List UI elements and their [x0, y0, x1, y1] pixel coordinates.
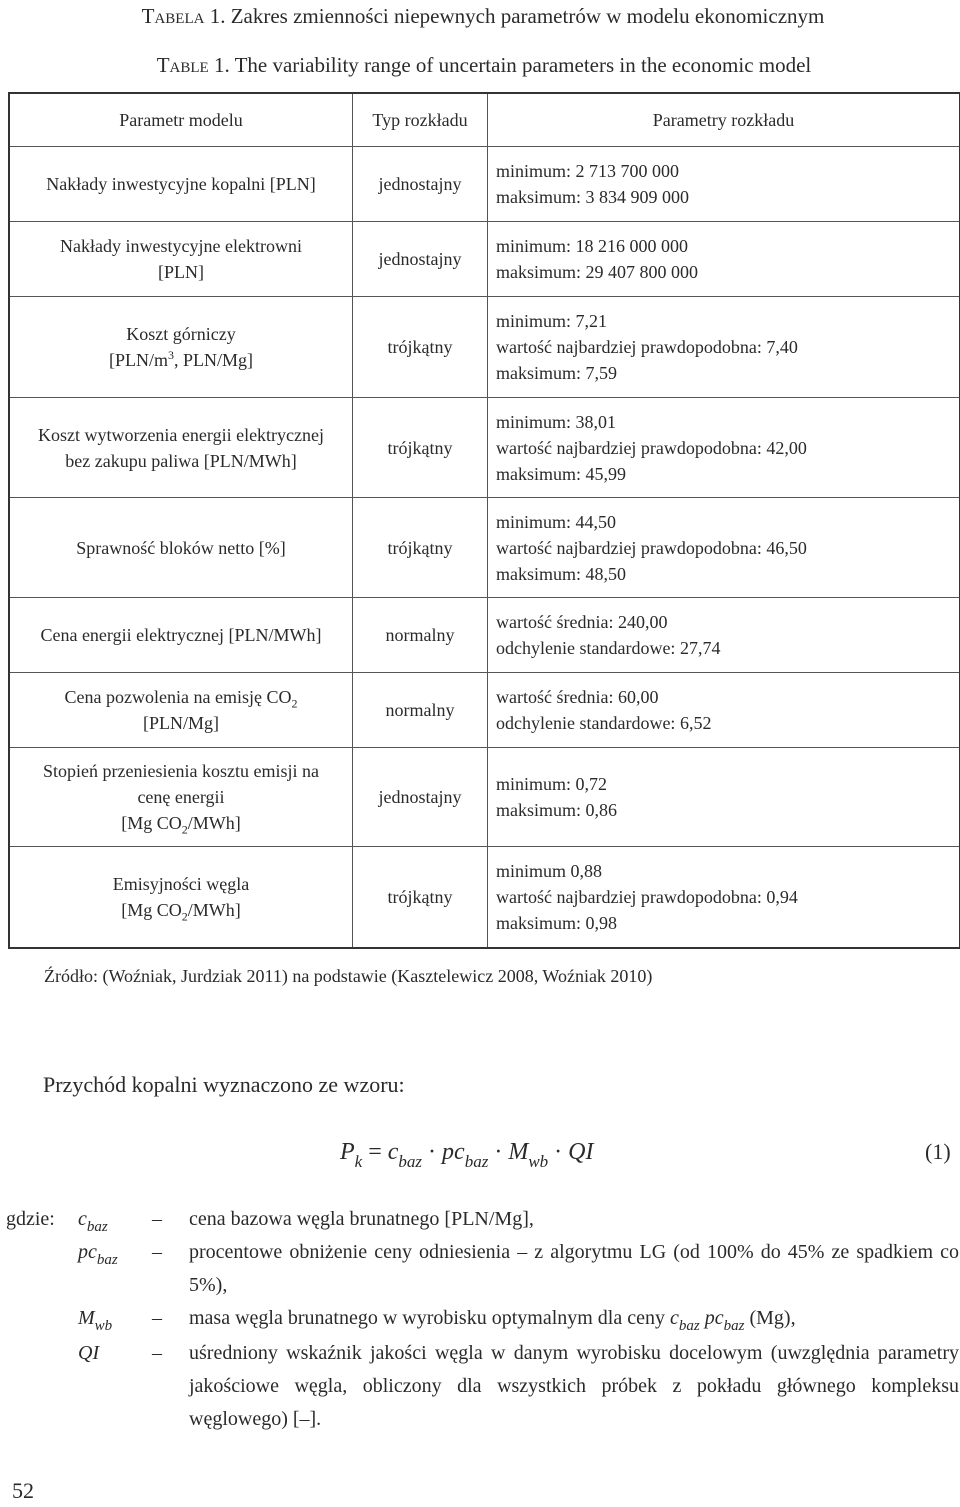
- param-cell: Cena energii elektrycznej [PLN/MWh]: [9, 598, 353, 673]
- table-caption-polish: TABELA 1. Zakres zmienności niepewnych parametrów w modelu ekonomicznym: [141, 4, 825, 28]
- intro-sentence: Przychód kopalni wyznaczono ze wzoru:: [43, 1072, 405, 1097]
- values-cell: wartość średnia: 240,00 odchylenie standardowe: 27,74: [488, 598, 960, 673]
- definition-text: procentowe obniżenie ceny odniesienia – z algorytmu LG (od 100% do 45% ze spadkiem co 5%),: [189, 1241, 959, 1296]
- definition-text: cena bazowa węgla brunatnego [PLN/Mg],: [189, 1208, 534, 1230]
- header-parametr: Parametr modelu: [9, 93, 353, 147]
- values-cell: minimum: 7,21 wartość najbardziej prawdopodobna: 7,40 maksimum: 7,59: [488, 297, 960, 398]
- table-row: [9, 748, 960, 847]
- param-cell: Sprawność bloków netto [%]: [9, 498, 353, 598]
- definition-item: QI – uśredniony wskaźnik jakości węgla w danym wyrobisku docelowym (uwzględnia parametry jakościowe węgla, obliczony dla wszystkich próbek z pokładu głównego kompleksu węglowego) [–].: [0, 1337, 960, 1436]
- values-cell: minimum: 44,50 wartość najbardziej prawdopodobna: 46,50 maksimum: 48,50: [488, 498, 960, 598]
- param-cell: Stopień przeniesienia kosztu emisji na cenę energii [Mg $CO_2/MWh$]: [9, 748, 353, 847]
- values-cell: minimum 0,88 wartość najbardziej prawdopodobna: 0,94 maksimum: 0,98: [488, 847, 960, 948]
- header-parametry: Parametry rozkładu: [488, 93, 960, 147]
- header-typ: Typ rozkładu: [353, 93, 488, 147]
- parameters-table: [8, 92, 960, 949]
- table-header-row: [9, 93, 960, 147]
- symbol: $M_{wb}$: [78, 1307, 113, 1334]
- table-row: [9, 598, 960, 673]
- definition-item: gdzie: $c_{baz}$ – cena bazowa węgla brunatnego [PLN/Mg],: [0, 1203, 960, 1236]
- definition-text: uśredniony wskaźnik jakości węgla w danym wyrobisku docelowym (uwzględnia parametry jakościowe węgla, obliczony dla wszystkich próbek z pokładu głównego kompleksu węglowego) [–].: [189, 1342, 959, 1430]
- revenue-formula: $P_k = c_{baz} \cdot pc_{baz} \cdot M_{wb}$ · QI: [340, 1139, 594, 1171]
- source-note: Źródło: (Woźniak, Jurdziak 2011) na podstawie (Kasztelewicz 2008, Woźniak 2010): [44, 966, 653, 986]
- equation-number: (1): [925, 1139, 951, 1164]
- values-cell: minimum: 0,72 maksimum: 0,86: [488, 748, 960, 847]
- symbol: QI: [78, 1342, 100, 1364]
- table-row: [9, 847, 960, 948]
- table-row: [9, 398, 960, 498]
- param-cell: Cena pozwolenia na emisję $CO_2$ [PLN/Mg]: [9, 673, 353, 748]
- page-number: 52: [12, 1478, 34, 1503]
- param-cell: Nakłady inwestycyjne elektrowni [PLN]: [9, 222, 353, 297]
- param-cell: Koszt wytworzenia energii elektrycznej bez zakupu paliwa [PLN/MWh]: [9, 398, 353, 498]
- symbol: $pc_{baz}$: [78, 1241, 118, 1268]
- values-cell: minimum: 2 713 700 000 maksimum: 3 834 909 000: [488, 147, 960, 222]
- type-cell: normalny: [353, 598, 488, 673]
- values-cell: minimum: 18 216 000 000 maksimum: 29 407 800 000: [488, 222, 960, 297]
- param-cell: Nakłady inwestycyjne kopalni [PLN]: [9, 147, 353, 222]
- type-cell: trójkątny: [353, 398, 488, 498]
- definitions-list: [0, 1203, 960, 1436]
- table-row: [9, 498, 960, 598]
- param-cell: Koszt górniczy [$PLN/m^3$, PLN/Mg]: [9, 297, 353, 398]
- type-cell: jednostajny: [353, 222, 488, 297]
- table-row: [9, 222, 960, 297]
- table-row: [9, 673, 960, 748]
- param-cell: Emisyjności węgla [Mg $CO_2/MWh$]: [9, 847, 353, 948]
- type-cell: trójkątny: [353, 847, 488, 948]
- symbol: $c_{baz}$: [78, 1208, 108, 1235]
- table-row: [9, 297, 960, 398]
- values-cell: minimum: 38,01 wartość najbardziej prawdopodobna: 42,00 maksimum: 45,99: [488, 398, 960, 498]
- type-cell: trójkątny: [353, 498, 488, 598]
- gdzie-label: gdzie:: [6, 1208, 55, 1230]
- type-cell: trójkątny: [353, 297, 488, 398]
- definition-text: masa węgla brunatnego w wyrobisku optymalnym dla ceny $c_{baz}$ $pc_{baz}$ (Mg),: [189, 1307, 796, 1334]
- type-cell: jednostajny: [353, 147, 488, 222]
- table-caption-english: TABLE 1. The variability range of uncertain parameters in the economic model: [156, 53, 812, 77]
- definition-item: $pc_{baz}$ – procentowe obniżenie ceny odniesienia – z algorytmu LG (od 100% do 45% ze spadkiem co 5%),: [0, 1236, 960, 1302]
- type-cell: normalny: [353, 673, 488, 748]
- definition-item: $M_{wb}$ – masa węgla brunatnego w wyrobisku optymalnym dla ceny $c_{baz}$ $pc_{baz}$ (Mg),: [0, 1302, 960, 1337]
- table-row: [9, 147, 960, 222]
- values-cell: wartość średnia: 60,00 odchylenie standardowe: 6,52: [488, 673, 960, 748]
- type-cell: jednostajny: [353, 748, 488, 847]
